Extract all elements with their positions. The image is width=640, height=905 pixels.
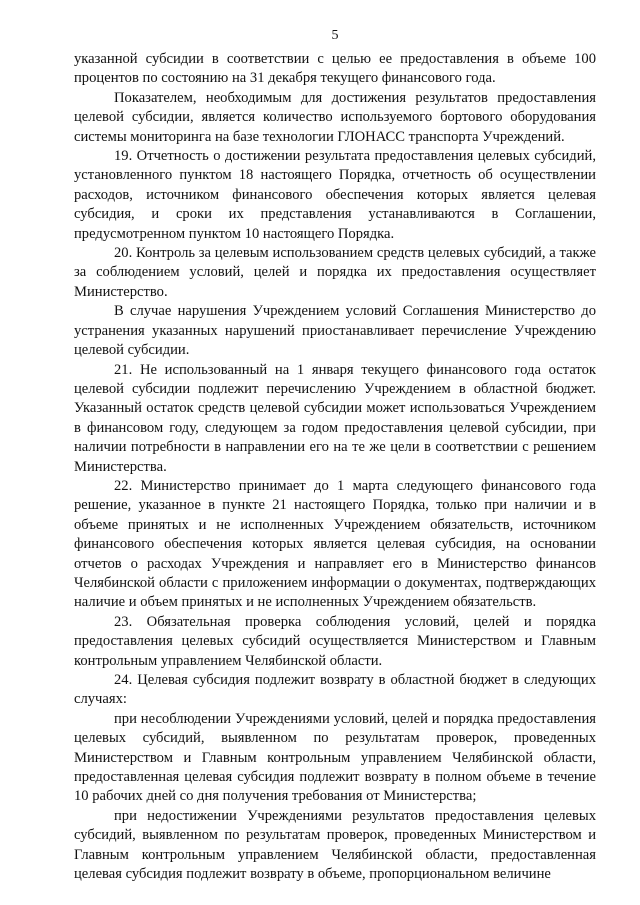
paragraph: 20. Контроль за целевым использованием средств целевых субсидий, а также за соблюдением условий, целей и порядка их предоставления осуществляет Министерство. [74, 245, 596, 300]
document-body [74, 50, 596, 884]
paragraph: при несоблюдении Учреждениями условий, целей и порядка предоставления целевых субсидий, выявленном по результатам проверок, проведенных Министерством и Главным контрольным управлением Челябинской области, предоставленная целевая субсидия подлежит возврату в полном объеме в течение 10 рабочих дней со дня получения требования от Министерства; [74, 710, 596, 805]
paragraph: 23. Обязательная проверка соблюдения условий, целей и порядка предоставления целевых субсидий осуществляется Министерством и Главным контрольным управлением Челябинской области. [74, 613, 596, 669]
paragraph: 19. Отчетность о достижении результата предоставления целевых субсидий, установленного пунктом 18 настоящего Порядка, отчетность об осуществлении расходов, источником финансового обеспечения которых является целевая субсидия, и сроки их представления устанавливаются в Соглашении, предусмотренном пунктом 10 настоящего Порядка. [74, 148, 596, 242]
paragraph: 22. Министерство принимает до 1 марта следующего финансового года решение, указанное в пункте 21 настоящего Порядка, только при наличии и в объеме принятых и не исполненных Учреждением обязательств, источником финансового обеспечения которых является целевая субсидия, на основании отчетов о расходах Учреждения и направляет его в Министерство финансов Челябинской области с приложением информации о документах, подтверждающих наличие и объем принятых и не исполненных Учреждением обязательств. [74, 477, 596, 611]
paragraph: 21. Не использованный на 1 января текущего финансового года остаток целевой субсидии подлежит перечислению Учреждением в областной бюджет. Указанный остаток средств целевой субсидии может использоваться Учреждением в финансовом году, следующем за годом предоставления целевой субсидии, при наличии потребности в направлении его на те же цели в соответствии с решением Министерства. [74, 361, 596, 475]
paragraph: указанной субсидии в соответствии с целью ее предоставления в объеме 100 процентов по состоянию на 31 декабря текущего финансового года. [74, 51, 596, 87]
paragraph: 24. Целевая субсидия подлежит возврату в областной бюджет в следующих случаях: [74, 672, 596, 708]
paragraph: при недостижении Учреждениями результатов предоставления целевых субсидий, выявленном по результатам проверок, проведенных Министерством и Главным контрольным управлением Челябинской области, предоставленная целевая субсидия подлежит возврату в объеме, пропорциональном величине [74, 807, 596, 883]
paragraph: В случае нарушения Учреждением условий Соглашения Министерство до устранения указанных нарушений приостанавливает перечисление Учреждению целевой субсидии. [74, 303, 596, 359]
paragraph: Показателем, необходимым для достижения результатов предоставления целевой субсидии, является количество используемого бортового оборудования системы мониторинга на базе технологии ГЛОНАСС транспорта Учреждений. [74, 89, 596, 145]
page-number: 5 [331, 28, 339, 43]
